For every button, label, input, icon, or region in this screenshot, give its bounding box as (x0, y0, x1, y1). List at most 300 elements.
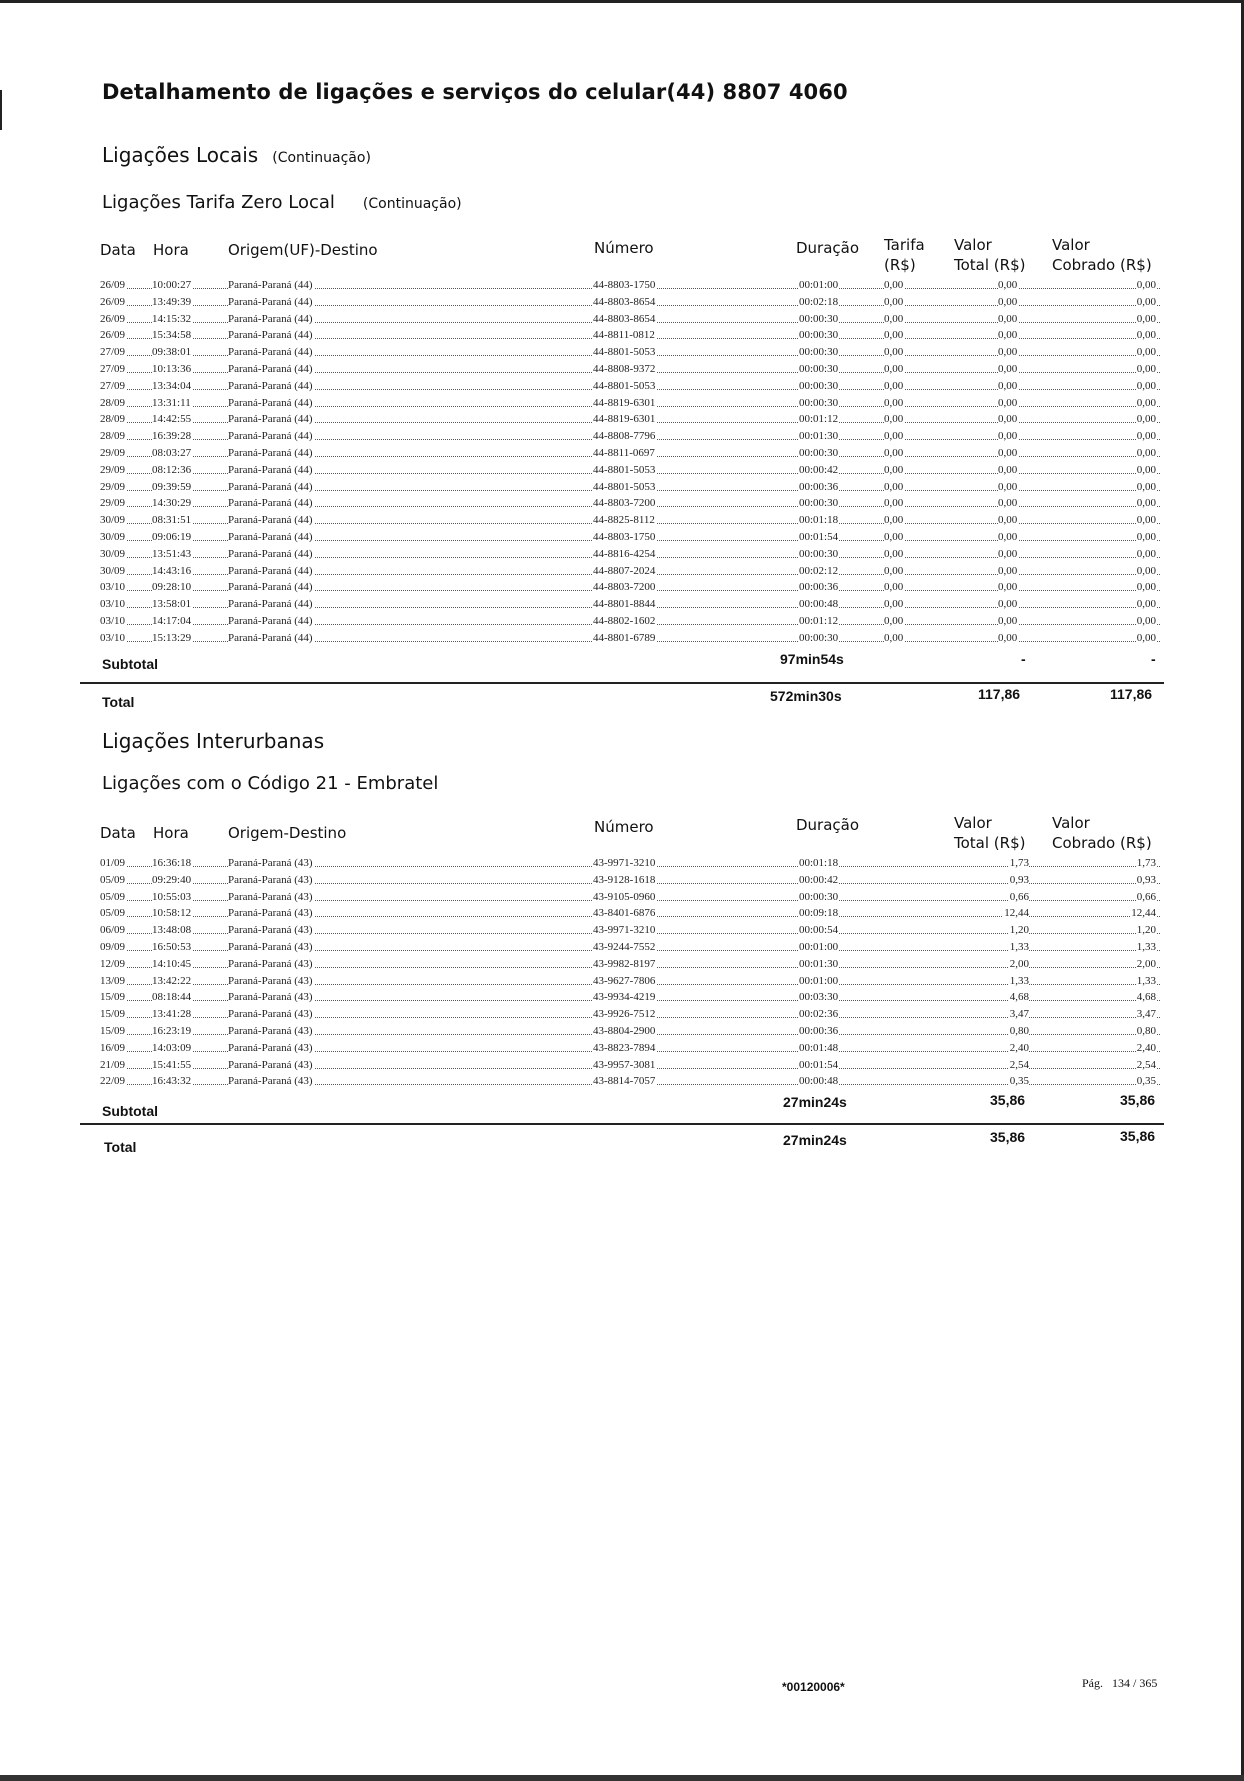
cell-hora: 10:00:27 (152, 279, 192, 291)
cell-data: 05/09 (100, 890, 126, 903)
cell-hora: 10:13:36 (152, 362, 192, 375)
col-header-line: Total (R$) (954, 834, 1026, 852)
cell-numero: 44-8801-5053 (593, 463, 656, 476)
cell-valor-cobrado: 0,00 (1136, 514, 1156, 527)
table-row (100, 496, 1160, 513)
cell-origem: Paraná-Paraná (44) (228, 581, 313, 594)
subtotal-duration: 97min54s (780, 651, 844, 667)
cell-origem: Paraná-Paraná (43) (228, 974, 313, 987)
cell-hora: 10:55:03 (152, 890, 192, 903)
cell-origem: Paraná-Paraná (44) (228, 547, 313, 560)
section-title-text: Ligações Locais (102, 143, 259, 167)
continuation-label: (Continuação) (362, 196, 462, 212)
cell-valor-cobrado: 12,44 (1131, 907, 1156, 920)
cell-valor-total: 0,00 (998, 346, 1018, 359)
cell-valor-total: 0,93 (1009, 873, 1029, 886)
cell-duracao: 00:01:30 (799, 957, 839, 970)
cell-data: 03/10 (100, 631, 126, 644)
cell-tarifa: 0,00 (884, 631, 904, 644)
cell-numero: 44-8811-0812 (593, 329, 655, 342)
cell-tarifa: 0,00 (884, 446, 904, 459)
cell-numero: 44-8803-8654 (593, 295, 656, 308)
col-header-line: Total (R$) (954, 256, 1026, 274)
cell-hora: 08:12:36 (152, 463, 192, 476)
col-header-valor-cobrado (1052, 813, 1152, 853)
cell-origem: Paraná-Paraná (43) (228, 907, 313, 920)
cell-numero: 43-8814-7057 (593, 1075, 656, 1088)
cell-origem: Paraná-Paraná (44) (228, 430, 313, 443)
cell-numero: 44-8801-5053 (593, 379, 656, 392)
cell-origem: Paraná-Paraná (44) (228, 329, 313, 342)
cell-hora: 16:23:19 (152, 1024, 192, 1037)
cell-tarifa: 0,00 (884, 279, 904, 291)
cell-tarifa: 0,00 (884, 480, 904, 493)
cell-hora: 13:48:08 (152, 924, 192, 937)
table-body-interurbanas (100, 856, 1160, 1091)
cell-valor-cobrado: 1,20 (1136, 924, 1156, 937)
cell-tarifa: 0,00 (884, 514, 904, 527)
cell-valor-cobrado: 0,00 (1136, 547, 1156, 560)
cell-data: 13/09 (100, 974, 126, 987)
cell-duracao: 00:00:30 (799, 312, 839, 325)
cell-hora: 08:03:27 (152, 446, 192, 459)
cell-hora: 14:17:04 (152, 614, 192, 627)
page-label: Pág. (1082, 1676, 1103, 1690)
margin-mark (0, 90, 12, 130)
subsection-title-embratel: Ligações com o Código 21 - Embratel (102, 773, 439, 794)
cell-duracao: 00:00:54 (799, 924, 839, 937)
cell-valor-total: 0,00 (998, 530, 1018, 543)
cell-data: 27/09 (100, 379, 126, 392)
cell-valor-cobrado: 0,00 (1136, 581, 1156, 594)
cell-duracao: 00:01:54 (799, 530, 839, 543)
total-valor-cobrado: 35,86 (1120, 1128, 1156, 1144)
cell-valor-cobrado: 0,00 (1136, 362, 1156, 375)
cell-numero: 44-8825-8112 (593, 514, 655, 527)
cell-hora: 09:06:19 (152, 530, 192, 543)
cell-valor-total: 0,00 (998, 581, 1018, 594)
total-rule (80, 1123, 1164, 1125)
cell-numero: 43-9105-0960 (593, 890, 656, 903)
cell-duracao: 00:00:30 (799, 329, 839, 342)
cell-data: 15/09 (100, 991, 126, 1004)
cell-duracao: 00:00:30 (799, 379, 839, 392)
cell-duracao: 00:00:30 (799, 547, 839, 560)
table-row (100, 379, 1160, 396)
cell-data: 03/10 (100, 581, 126, 594)
cell-tarifa: 0,00 (884, 614, 904, 627)
cell-tarifa: 0,00 (884, 362, 904, 375)
cell-valor-total: 1,73 (1009, 857, 1029, 869)
table-row (100, 412, 1160, 429)
cell-hora: 15:41:55 (152, 1058, 192, 1071)
cell-valor-cobrado: 0,00 (1136, 446, 1156, 459)
table-row (100, 530, 1160, 547)
cell-numero: 44-8803-1750 (593, 530, 656, 543)
cell-data: 28/09 (100, 430, 126, 443)
table-row (100, 1024, 1160, 1041)
cell-hora: 13:34:04 (152, 379, 192, 392)
cell-numero: 43-9934-4219 (593, 991, 656, 1004)
cell-valor-cobrado: 3,47 (1136, 1008, 1156, 1021)
total-valor-cobrado: 117,86 (1110, 686, 1153, 702)
cell-duracao: 00:00:30 (799, 497, 839, 510)
cell-hora: 14:15:32 (152, 312, 192, 325)
cell-duracao: 00:00:42 (799, 463, 839, 476)
cell-hora: 14:03:09 (152, 1041, 192, 1054)
cell-valor-cobrado: 1,73 (1136, 857, 1156, 869)
cell-numero: 43-9244-7552 (593, 940, 656, 953)
table-row (100, 547, 1160, 564)
cell-duracao: 00:01:00 (799, 974, 839, 987)
cell-tarifa: 0,00 (884, 312, 904, 325)
cell-valor-total: 0,00 (998, 514, 1018, 527)
cell-tarifa: 0,00 (884, 346, 904, 359)
cell-valor-cobrado: 2,54 (1136, 1058, 1156, 1071)
page-border (0, 1775, 1244, 1781)
cell-origem: Paraná-Paraná (43) (228, 1024, 313, 1037)
cell-numero: 43-8804-2900 (593, 1024, 656, 1037)
cell-data: 03/10 (100, 598, 126, 611)
cell-valor-total: 0,00 (998, 329, 1018, 342)
cell-numero: 43-9957-3081 (593, 1058, 656, 1071)
cell-valor-cobrado: 0,00 (1136, 497, 1156, 510)
cell-origem: Paraná-Paraná (44) (228, 598, 313, 611)
cell-valor-cobrado: 0,00 (1136, 379, 1156, 392)
subsection-title-text: Ligações Tarifa Zero Local (102, 192, 335, 213)
cell-valor-total: 0,00 (998, 312, 1018, 325)
total-valor-total: 117,86 (978, 686, 1021, 702)
col-header-line: Valor (954, 236, 992, 254)
cell-numero: 44-8802-1602 (593, 614, 656, 627)
cell-data: 03/10 (100, 614, 126, 627)
col-header-origem: Origem-Destino (228, 824, 347, 842)
cell-duracao: 00:01:30 (799, 430, 839, 443)
col-header-numero: Número (594, 239, 654, 257)
table-row (100, 906, 1160, 923)
cell-numero: 44-8819-6301 (593, 396, 656, 409)
col-header-origem: Origem(UF)-Destino (228, 241, 378, 259)
table-row (100, 312, 1160, 329)
cell-duracao: 00:00:36 (799, 581, 839, 594)
cell-valor-total: 0,00 (998, 413, 1018, 426)
document-title: Detalhamento de ligações e serviços do celular(44) 8807 4060 (102, 80, 848, 104)
cell-valor-cobrado: 0,66 (1136, 890, 1156, 903)
cell-valor-total: 1,33 (1009, 974, 1029, 987)
cell-valor-cobrado: 4,68 (1136, 991, 1156, 1004)
cell-hora: 14:42:55 (152, 413, 192, 426)
cell-origem: Paraná-Paraná (44) (228, 413, 313, 426)
cell-data: 21/09 (100, 1058, 126, 1071)
col-header-line: Tarifa (884, 236, 925, 254)
cell-origem: Paraná-Paraná (43) (228, 957, 313, 970)
table-row (100, 1007, 1160, 1024)
cell-valor-total: 1,20 (1009, 924, 1029, 937)
cell-data: 30/09 (100, 564, 126, 577)
table-row (100, 564, 1160, 581)
cell-valor-cobrado: 0,00 (1136, 279, 1156, 291)
page-number (1082, 1676, 1157, 1691)
cell-duracao: 00:01:48 (799, 1041, 839, 1054)
cell-hora: 14:30:29 (152, 497, 192, 510)
cell-tarifa: 0,00 (884, 463, 904, 476)
cell-tarifa: 0,00 (884, 497, 904, 510)
cell-hora: 15:13:29 (152, 631, 192, 644)
cell-origem: Paraná-Paraná (44) (228, 346, 313, 359)
cell-hora: 09:28:10 (152, 581, 192, 594)
cell-origem: Paraná-Paraná (43) (228, 1058, 313, 1071)
cell-data: 05/09 (100, 907, 126, 920)
cell-valor-cobrado: 0,93 (1136, 873, 1156, 886)
cell-valor-cobrado: 0,00 (1136, 614, 1156, 627)
table-row (100, 990, 1160, 1007)
cell-hora: 13:49:39 (152, 295, 192, 308)
cell-valor-total: 0,00 (998, 279, 1018, 291)
cell-valor-cobrado: 0,00 (1136, 598, 1156, 611)
cell-valor-total: 2,54 (1009, 1058, 1029, 1071)
cell-tarifa: 0,00 (884, 295, 904, 308)
cell-data: 15/09 (100, 1008, 126, 1021)
cell-origem: Paraná-Paraná (43) (228, 924, 313, 937)
cell-numero: 44-8803-7200 (593, 581, 656, 594)
cell-valor-cobrado: 0,00 (1136, 413, 1156, 426)
cell-valor-total: 0,00 (998, 295, 1018, 308)
table-row (100, 580, 1160, 597)
cell-valor-total: 0,80 (1009, 1024, 1029, 1037)
cell-origem: Paraná-Paraná (43) (228, 1075, 313, 1088)
col-header-line: Valor (1052, 814, 1090, 832)
cell-duracao: 00:01:12 (799, 614, 839, 627)
cell-numero: 43-9971-3210 (593, 924, 656, 937)
cell-numero: 43-9982-8197 (593, 957, 656, 970)
cell-numero: 44-8808-9372 (593, 362, 656, 375)
cell-valor-total: 0,66 (1009, 890, 1029, 903)
cell-valor-cobrado: 0,00 (1136, 463, 1156, 476)
table-row (100, 463, 1160, 480)
cell-valor-cobrado: 1,33 (1136, 974, 1156, 987)
subtotal-valor-total: - (1021, 651, 1026, 667)
cell-numero: 44-8803-1750 (593, 279, 656, 291)
cell-data: 29/09 (100, 497, 126, 510)
cell-data: 29/09 (100, 446, 126, 459)
cell-data: 26/09 (100, 295, 126, 308)
table-row (100, 1041, 1160, 1058)
cell-data: 06/09 (100, 924, 126, 937)
table-row (100, 396, 1160, 413)
cell-numero: 44-8808-7796 (593, 430, 656, 443)
cell-valor-cobrado: 0,00 (1136, 430, 1156, 443)
cell-numero: 44-8801-8844 (593, 598, 656, 611)
cell-origem: Paraná-Paraná (43) (228, 991, 313, 1004)
cell-valor-cobrado: 1,33 (1136, 940, 1156, 953)
cell-hora: 15:34:58 (152, 329, 192, 342)
cell-duracao: 00:01:54 (799, 1058, 839, 1071)
cell-hora: 13:31:11 (152, 396, 191, 409)
cell-numero: 44-8807-2024 (593, 564, 656, 577)
cell-numero: 43-9926-7512 (593, 1008, 656, 1021)
col-header-valor-total (954, 813, 1025, 853)
cell-tarifa: 0,00 (884, 329, 904, 342)
cell-duracao: 00:00:36 (799, 480, 839, 493)
cell-duracao: 00:00:30 (799, 362, 839, 375)
cell-valor-cobrado: 0,00 (1136, 530, 1156, 543)
total-rule (80, 682, 1164, 684)
cell-duracao: 00:00:48 (799, 598, 839, 611)
cell-valor-total: 0,00 (998, 362, 1018, 375)
continuation-label: (Continuação) (272, 150, 371, 166)
cell-tarifa: 0,00 (884, 530, 904, 543)
cell-data: 29/09 (100, 463, 126, 476)
cell-origem: Paraná-Paraná (44) (228, 446, 313, 459)
cell-valor-total: 0,00 (998, 631, 1018, 644)
cell-data: 28/09 (100, 396, 126, 409)
subtotal-valor-total: 35,86 (990, 1092, 1026, 1108)
total-duration: 27min24s (783, 1132, 847, 1148)
cell-tarifa: 0,00 (884, 379, 904, 392)
cell-valor-total: 0,00 (998, 480, 1018, 493)
cell-valor-cobrado: 0,00 (1136, 329, 1156, 342)
cell-origem: Paraná-Paraná (43) (228, 890, 313, 903)
col-header-line: Cobrado (R$) (1052, 256, 1152, 274)
cell-valor-total: 3,47 (1009, 1008, 1029, 1021)
cell-origem: Paraná-Paraná (44) (228, 530, 313, 543)
cell-origem: Paraná-Paraná (44) (228, 564, 313, 577)
cell-origem: Paraná-Paraná (44) (228, 480, 313, 493)
cell-numero: 44-8801-5053 (593, 480, 656, 493)
cell-valor-total: 0,00 (998, 463, 1018, 476)
cell-valor-cobrado: 0,00 (1136, 396, 1156, 409)
cell-hora: 13:51:43 (152, 547, 192, 560)
cell-valor-total: 0,00 (998, 547, 1018, 560)
cell-duracao: 00:00:30 (799, 890, 839, 903)
cell-duracao: 00:09:18 (799, 907, 839, 920)
cell-duracao: 00:01:00 (799, 940, 839, 953)
col-header-duracao: Duração (796, 239, 860, 257)
cell-data: 30/09 (100, 514, 126, 527)
cell-data: 15/09 (100, 1024, 126, 1037)
table-row (100, 328, 1160, 345)
cell-tarifa: 0,00 (884, 547, 904, 560)
col-header-numero: Número (594, 818, 654, 836)
cell-valor-total: 2,00 (1009, 957, 1029, 970)
cell-valor-total: 0,00 (998, 614, 1018, 627)
table-row (100, 1058, 1160, 1075)
cell-data: 12/09 (100, 957, 126, 970)
cell-valor-cobrado: 2,40 (1136, 1041, 1156, 1054)
page-value: 134 / 365 (1112, 1676, 1158, 1690)
table-row (100, 513, 1160, 530)
cell-origem: Paraná-Paraná (44) (228, 312, 313, 325)
col-header-hora: Hora (153, 241, 189, 259)
cell-hora: 13:58:01 (152, 598, 192, 611)
cell-origem: Paraná-Paraná (44) (228, 514, 313, 527)
col-header-data: Data (100, 241, 136, 259)
cell-origem: Paraná-Paraná (43) (228, 940, 313, 953)
cell-hora: 09:29:40 (152, 873, 192, 886)
cell-origem: Paraná-Paraná (43) (228, 873, 313, 886)
cell-numero: 43-9971-3210 (593, 857, 656, 869)
cell-data: 26/09 (100, 312, 126, 325)
cell-numero: 44-8811-0697 (593, 446, 655, 459)
cell-origem: Paraná-Paraná (44) (228, 497, 313, 510)
cell-duracao: 00:01:18 (799, 857, 839, 869)
cell-hora: 14:43:16 (152, 564, 192, 577)
cell-duracao: 00:02:36 (799, 1008, 839, 1021)
cell-origem: Paraná-Paraná (44) (228, 279, 313, 291)
cell-numero: 44-8819-6301 (593, 413, 656, 426)
cell-valor-cobrado: 0,00 (1136, 564, 1156, 577)
cell-duracao: 00:00:42 (799, 873, 839, 886)
cell-valor-total: 12,44 (1004, 907, 1029, 920)
cell-numero: 43-8823-7894 (593, 1041, 656, 1054)
subtotal-label: Subtotal (102, 656, 158, 672)
cell-data: 27/09 (100, 362, 126, 375)
footer-code: *00120006* (782, 1680, 845, 1694)
col-header-tarifa (884, 235, 925, 275)
table-row (100, 446, 1160, 463)
table-row (100, 856, 1160, 873)
cell-duracao: 00:00:36 (799, 1024, 839, 1037)
cell-tarifa: 0,00 (884, 564, 904, 577)
col-header-line: Valor (954, 814, 992, 832)
cell-hora: 08:31:51 (152, 514, 192, 527)
table-row (100, 362, 1160, 379)
cell-valor-total: 0,00 (998, 430, 1018, 443)
cell-data: 29/09 (100, 480, 126, 493)
table-row (100, 1074, 1160, 1091)
col-header-valor-cobrado (1052, 235, 1152, 275)
cell-duracao: 00:01:00 (799, 279, 839, 291)
cell-valor-cobrado: 0,00 (1136, 312, 1156, 325)
cell-valor-total: 1,33 (1009, 940, 1029, 953)
table-row (100, 974, 1160, 991)
cell-duracao: 00:02:12 (799, 564, 839, 577)
cell-data: 30/09 (100, 547, 126, 560)
cell-origem: Paraná-Paraná (43) (228, 1041, 313, 1054)
cell-origem: Paraná-Paraná (43) (228, 857, 313, 869)
cell-numero: 43-9627-7806 (593, 974, 656, 987)
cell-data: 22/09 (100, 1075, 126, 1088)
cell-tarifa: 0,00 (884, 430, 904, 443)
table-body-locais (100, 278, 1160, 648)
cell-duracao: 00:00:30 (799, 446, 839, 459)
table-row (100, 940, 1160, 957)
cell-origem: Paraná-Paraná (44) (228, 379, 313, 392)
cell-numero: 44-8801-5053 (593, 346, 656, 359)
cell-origem: Paraná-Paraná (44) (228, 362, 313, 375)
cell-valor-total: 0,00 (998, 379, 1018, 392)
table-row (100, 429, 1160, 446)
cell-origem: Paraná-Paraná (44) (228, 631, 313, 644)
col-header-line: Cobrado (R$) (1052, 834, 1152, 852)
cell-origem: Paraná-Paraná (43) (228, 1008, 313, 1021)
cell-valor-cobrado: 0,00 (1136, 631, 1156, 644)
subtotal-duration: 27min24s (783, 1094, 847, 1110)
col-header-duracao: Duração (796, 816, 860, 834)
cell-numero: 43-9128-1618 (593, 873, 656, 886)
cell-hora: 16:50:53 (152, 940, 192, 953)
cell-valor-total: 0,00 (998, 446, 1018, 459)
cell-hora: 08:18:44 (152, 991, 192, 1004)
cell-valor-total: 0,00 (998, 396, 1018, 409)
cell-origem: Paraná-Paraná (44) (228, 295, 313, 308)
table-row (100, 614, 1160, 631)
total-label: Total (104, 1139, 137, 1155)
col-header-line: Valor (1052, 236, 1090, 254)
cell-hora: 10:58:12 (152, 907, 192, 920)
cell-valor-total: 0,00 (998, 598, 1018, 611)
cell-data: 05/09 (100, 873, 126, 886)
